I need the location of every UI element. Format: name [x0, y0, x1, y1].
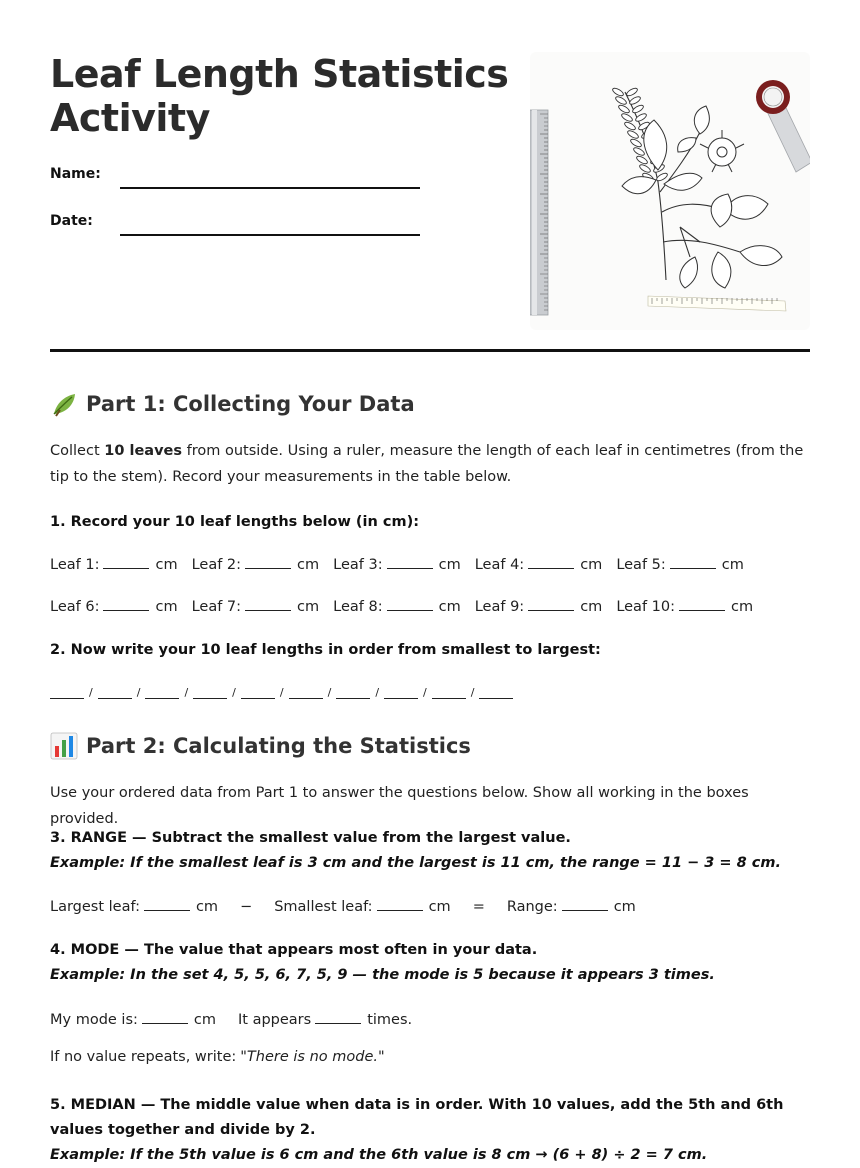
range-label: Range:: [506, 899, 558, 915]
no-mode-instruction: If no value repeats, write: "There is no mode.": [50, 1049, 385, 1065]
name-label: Name:: [50, 166, 101, 182]
ordered-value-blank[interactable]: [98, 686, 132, 699]
leaf-7-blank[interactable]: [245, 596, 291, 611]
leaf-6-blank[interactable]: [103, 596, 149, 611]
leaf-4-blank[interactable]: [528, 554, 574, 569]
leaf-4-field[interactable]: Leaf 4: cm: [475, 554, 603, 573]
tape-measure-icon: [756, 80, 810, 172]
ordered-values-row[interactable]: [50, 686, 513, 699]
appears-count-blank[interactable]: [315, 1009, 361, 1024]
ordered-value-blank[interactable]: [432, 686, 466, 699]
flower-icon: [700, 130, 744, 172]
my-mode-blank[interactable]: [142, 1009, 188, 1024]
header-divider: [50, 349, 810, 352]
ordered-separator: /: [279, 686, 284, 699]
ordered-separator: /: [136, 686, 141, 699]
ordered-value-blank[interactable]: [193, 686, 227, 699]
part2-heading-text: Part 2: Calculating the Statistics: [86, 734, 471, 758]
part2-heading: [50, 732, 471, 760]
ordered-value-blank[interactable]: [289, 686, 323, 699]
leaf-10-field[interactable]: Leaf 10: cm: [616, 596, 753, 615]
leaf-5-blank[interactable]: [670, 554, 716, 569]
part1-intro: Collect 10 leaves from outside. Using a ruler, measure the length of each leaf in centimetres (from the tip to the stem). Record your measurements in the table below.: [50, 443, 804, 485]
ordered-value-blank[interactable]: [50, 686, 84, 699]
date-label: Date:: [50, 213, 93, 229]
appears-label: It appears: [238, 1012, 312, 1028]
leaf-row-2: [50, 596, 767, 615]
leaf-5-field[interactable]: Leaf 5: cm: [616, 554, 744, 573]
part2-intro: Use your ordered data from Part 1 to answer the questions below. Show all working in the boxes provided.: [50, 785, 749, 827]
median-example: Example: If the 5th value is 6 cm and the 6th value is 8 cm → (6 + 8) ÷ 2 = 7 cm.: [50, 1147, 708, 1163]
leaf-2-blank[interactable]: [245, 554, 291, 569]
smallest-leaf-label: Smallest leaf:: [274, 899, 373, 915]
leaf-1-field[interactable]: Leaf 1: cm: [50, 554, 178, 573]
ordered-separator: /: [327, 686, 332, 699]
leaf-illustration-svg: [530, 52, 810, 330]
largest-leaf-blank[interactable]: [144, 896, 190, 911]
minus-sign: −: [240, 899, 253, 915]
mode-calc-row: My mode is: cm It appears times.: [50, 1009, 412, 1028]
my-mode-label: My mode is:: [50, 1012, 138, 1028]
question-5-median: 5. MEDIAN — The middle value when data is in order. With 10 values, add the 5th and 6th values together and divide by 2.: [50, 1097, 784, 1138]
leaves-icon: [622, 106, 782, 288]
ordered-value-blank[interactable]: [336, 686, 370, 699]
ordered-separator: /: [232, 686, 236, 699]
leaf-1-blank[interactable]: [103, 554, 149, 569]
leaf-3-field[interactable]: Leaf 3: cm: [333, 554, 461, 573]
range-calc-row: Largest leaf: cm − Smallest leaf: cm = Range: cm: [50, 896, 636, 915]
leaf-illustration-image: [530, 52, 810, 330]
question-3-range: 3. RANGE — Subtract the smallest value from the largest value.: [50, 830, 571, 846]
ordered-separator: /: [89, 686, 93, 699]
ordered-separator: /: [423, 686, 427, 699]
page-title: Leaf Length Statistics Activity: [50, 52, 509, 140]
largest-leaf-label: Largest leaf:: [50, 899, 140, 915]
leaf-8-field[interactable]: Leaf 8: cm: [333, 596, 461, 615]
ordered-value-blank[interactable]: [479, 686, 513, 699]
ordered-separator: /: [184, 686, 189, 699]
leaf-10-blank[interactable]: [679, 596, 725, 611]
leaf-9-blank[interactable]: [528, 596, 574, 611]
smallest-leaf-blank[interactable]: [377, 896, 423, 911]
question-4-mode: 4. MODE — The value that appears most often in your data.: [50, 942, 538, 958]
ordered-separator: /: [375, 686, 380, 699]
ordered-separator: /: [470, 686, 475, 699]
leaf-row-1: [50, 554, 758, 573]
date-line: [120, 234, 420, 236]
leaf-3-blank[interactable]: [387, 554, 433, 569]
ordered-value-blank[interactable]: [241, 686, 275, 699]
leaf-6-field[interactable]: Leaf 6: cm: [50, 596, 178, 615]
name-line: [120, 187, 420, 189]
vertical-ruler-icon: [530, 110, 548, 315]
range-example: Example: If the smallest leaf is 3 cm and the largest is 11 cm, the range = 11 − 3 = 8 cm.: [50, 855, 781, 871]
ordered-value-blank[interactable]: [145, 686, 179, 699]
leaf-8-blank[interactable]: [387, 596, 433, 611]
leaf-2-field[interactable]: Leaf 2: cm: [192, 554, 320, 573]
leaf-icon: [50, 390, 78, 418]
part1-heading: [50, 390, 415, 418]
ordered-value-blank[interactable]: [384, 686, 418, 699]
part1-heading-text: Part 1: Collecting Your Data: [86, 392, 415, 416]
equals-sign: =: [472, 899, 485, 915]
bar-chart-icon: [50, 732, 78, 760]
mode-example: Example: In the set 4, 5, 5, 6, 7, 5, 9 — the mode is 5 because it appears 3 times.: [50, 967, 715, 983]
range-blank[interactable]: [562, 896, 608, 911]
question-1: 1. Record your 10 leaf lengths below (in cm):: [50, 514, 420, 530]
question-2: 2. Now write your 10 leaf lengths in order from smallest to largest:: [50, 642, 601, 658]
leaf-9-field[interactable]: Leaf 9: cm: [475, 596, 603, 615]
leaf-7-field[interactable]: Leaf 7: cm: [192, 596, 320, 615]
